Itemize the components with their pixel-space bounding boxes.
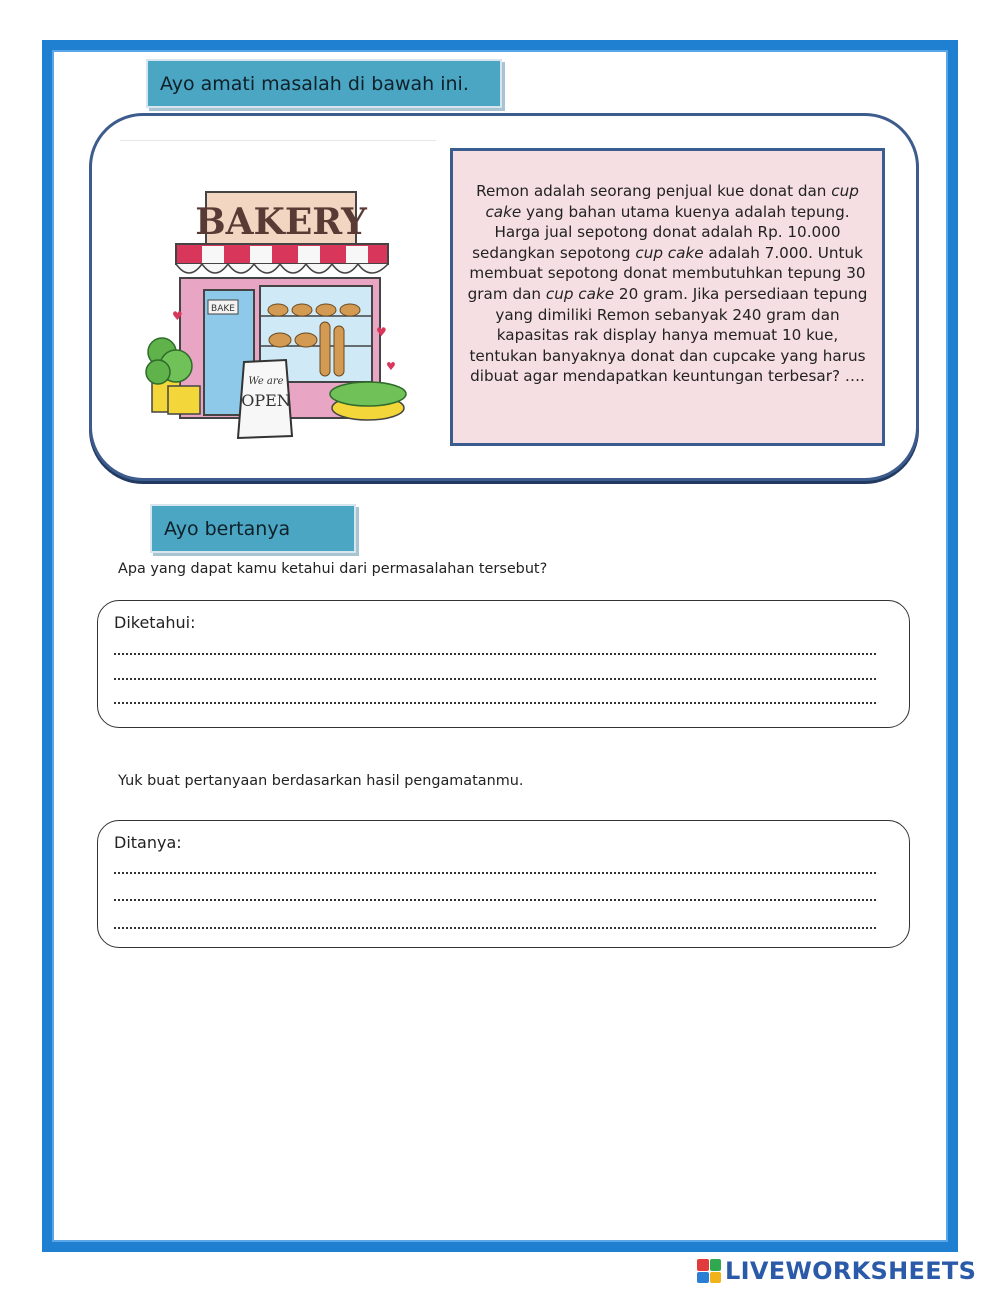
- known-answer-line-1[interactable]: [114, 653, 876, 655]
- problem-text-3: adalah 7.000. Untuk membuat sepotong donat membutuhkan tepung 30 gram dan: [467, 243, 866, 303]
- asked-answer-line-2[interactable]: [114, 899, 876, 901]
- observe-section-tab: [146, 59, 502, 108]
- problem-italic-3: cup cake: [545, 284, 615, 303]
- problem-text-2: yang bahan utama kuenya adalah tepung. Harga jual sepotong donat adalah Rp. 10.000 sedangkan sepotong: [472, 202, 850, 262]
- asked-answer-line-1[interactable]: [114, 872, 876, 874]
- board-line2: OPEN: [241, 391, 291, 410]
- ask-section-tab: [150, 504, 356, 553]
- problem-text-1: Remon adalah seorang penjual kue donat dan: [476, 182, 832, 200]
- door-label: BAKE: [211, 304, 235, 314]
- known-answer-box[interactable]: [97, 600, 910, 728]
- liveworksheets-brand: [697, 1256, 976, 1286]
- known-label: Diketahui:: [114, 613, 196, 632]
- problem-italic-1: cup cake: [485, 182, 859, 221]
- problem-text-box: [450, 148, 885, 446]
- asked-answer-line-3[interactable]: [114, 927, 876, 929]
- make-question-prompt: Yuk buat pertanyaan berdasarkan hasil pengamatanmu.: [118, 773, 524, 789]
- problem-italic-2: cup cake: [635, 243, 704, 262]
- known-answer-line-3[interactable]: [114, 702, 876, 704]
- liveworksheets-wordmark: LIVEWORKSHEETS: [725, 1257, 977, 1285]
- board-line1: We are: [248, 376, 284, 387]
- known-question-prompt: Apa yang dapat kamu ketahui dari permasalahan tersebut?: [118, 561, 548, 577]
- svg-text:♥: ♥: [376, 325, 387, 339]
- svg-text:♥: ♥: [386, 360, 396, 373]
- asked-label: Ditanya:: [114, 833, 182, 852]
- observe-section-title: Ayo amati masalah di bawah ini.: [160, 72, 469, 95]
- bakery-illustration: [120, 140, 436, 455]
- liveworksheets-logo-icon: [697, 1259, 721, 1283]
- svg-text:♥: ♥: [172, 309, 183, 323]
- problem-text-4: 20 gram. Jika persediaan tepung yang dimiliki Remon sebanyak 240 gram dan kapasitas rak display hanya memuat 10 kue, tentukan banyaknya donat dan cupcake yang harus dibuat agar mendapatkan keuntungan terbesar? ….: [469, 284, 868, 386]
- ask-section-title: Ayo bertanya: [164, 517, 291, 540]
- bakery-sign-text: BAKERY: [195, 201, 367, 243]
- known-answer-line-2[interactable]: [114, 678, 876, 680]
- asked-answer-box[interactable]: [97, 820, 910, 948]
